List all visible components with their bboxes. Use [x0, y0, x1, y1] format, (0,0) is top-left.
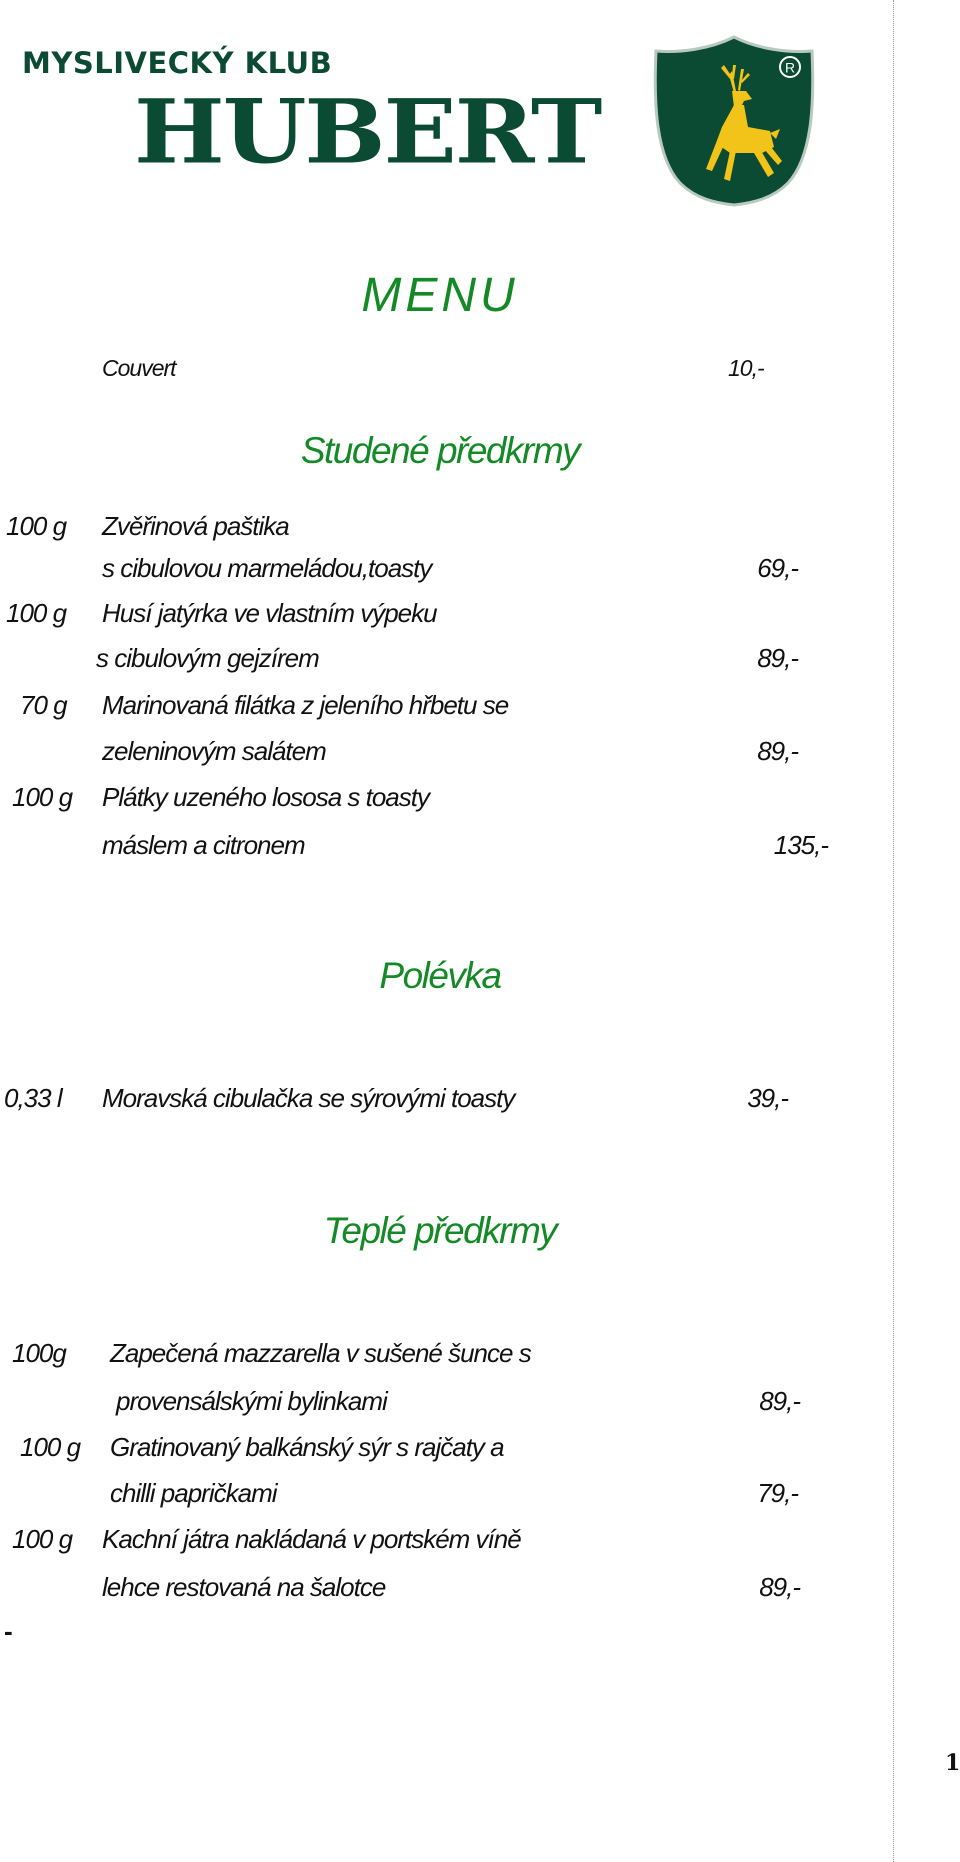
section-heading-soup: Polévka — [379, 955, 501, 996]
item-portion: 0,33 l — [4, 1083, 62, 1113]
item-price: 89,- — [757, 643, 798, 673]
menu-title: MENU — [361, 269, 519, 322]
item-description: chilli papričkami — [110, 1478, 277, 1508]
item-description: s cibulovou marmeládou,toasty — [102, 553, 432, 583]
item-name: Plátky uzeného lososa s toasty — [102, 782, 429, 812]
item-description: máslem a citronem — [102, 830, 305, 860]
couvert-price: 10,- — [728, 355, 764, 381]
club-name-logo: HUBERT — [134, 79, 601, 184]
item-price: 69,- — [757, 553, 798, 583]
item-name: Kachní játra nakládaná v portském víně — [102, 1524, 521, 1554]
item-name: Zvěřinová paštika — [102, 511, 289, 541]
item-description: provensálskými bylinkami — [116, 1386, 387, 1416]
item-portion: 70 g — [20, 690, 67, 720]
item-description: zeleninovým salátem — [102, 736, 326, 766]
section-heading-warm-starters: Teplé předkrmy — [323, 1210, 557, 1251]
stag-shield-emblem-icon — [650, 35, 818, 207]
page-edge-dotted-line — [893, 0, 894, 1862]
club-label: MYSLIVECKÝ KLUB — [22, 46, 333, 80]
item-name: Gratinovaný balkánský sýr s rajčaty a — [110, 1432, 504, 1462]
item-portion: 100 g — [12, 1524, 73, 1554]
page-number: 1 — [945, 1750, 960, 1776]
couvert-label: Couvert — [102, 355, 176, 381]
item-price: 89,- — [757, 736, 798, 766]
item-name: Husí jatýrka ve vlastním výpeku — [102, 598, 437, 628]
item-portion: 100 g — [20, 1432, 81, 1462]
stray-dash: - — [4, 1616, 12, 1646]
registered-mark: R — [784, 59, 796, 76]
item-name: Zapečená mazzarella v sušené šunce s — [110, 1338, 531, 1368]
item-portion: 100 g — [6, 598, 67, 628]
item-name: Moravská cibulačka se sýrovými toasty — [102, 1083, 515, 1113]
item-price: 135,- — [773, 830, 828, 860]
item-price: 89,- — [759, 1572, 800, 1602]
item-name: Marinovaná filátka z jeleního hřbetu se — [102, 690, 509, 720]
item-description: lehce restovaná na šalotce — [102, 1572, 386, 1602]
item-price: 79,- — [757, 1478, 798, 1508]
section-heading-cold-starters: Studené předkrmy — [300, 430, 580, 471]
item-description: s cibulovým gejzírem — [96, 643, 319, 673]
item-price: 39,- — [747, 1083, 788, 1113]
item-portion: 100g — [12, 1338, 66, 1368]
item-portion: 100 g — [6, 511, 67, 541]
item-portion: 100 g — [12, 782, 73, 812]
item-price: 89,- — [759, 1386, 800, 1416]
